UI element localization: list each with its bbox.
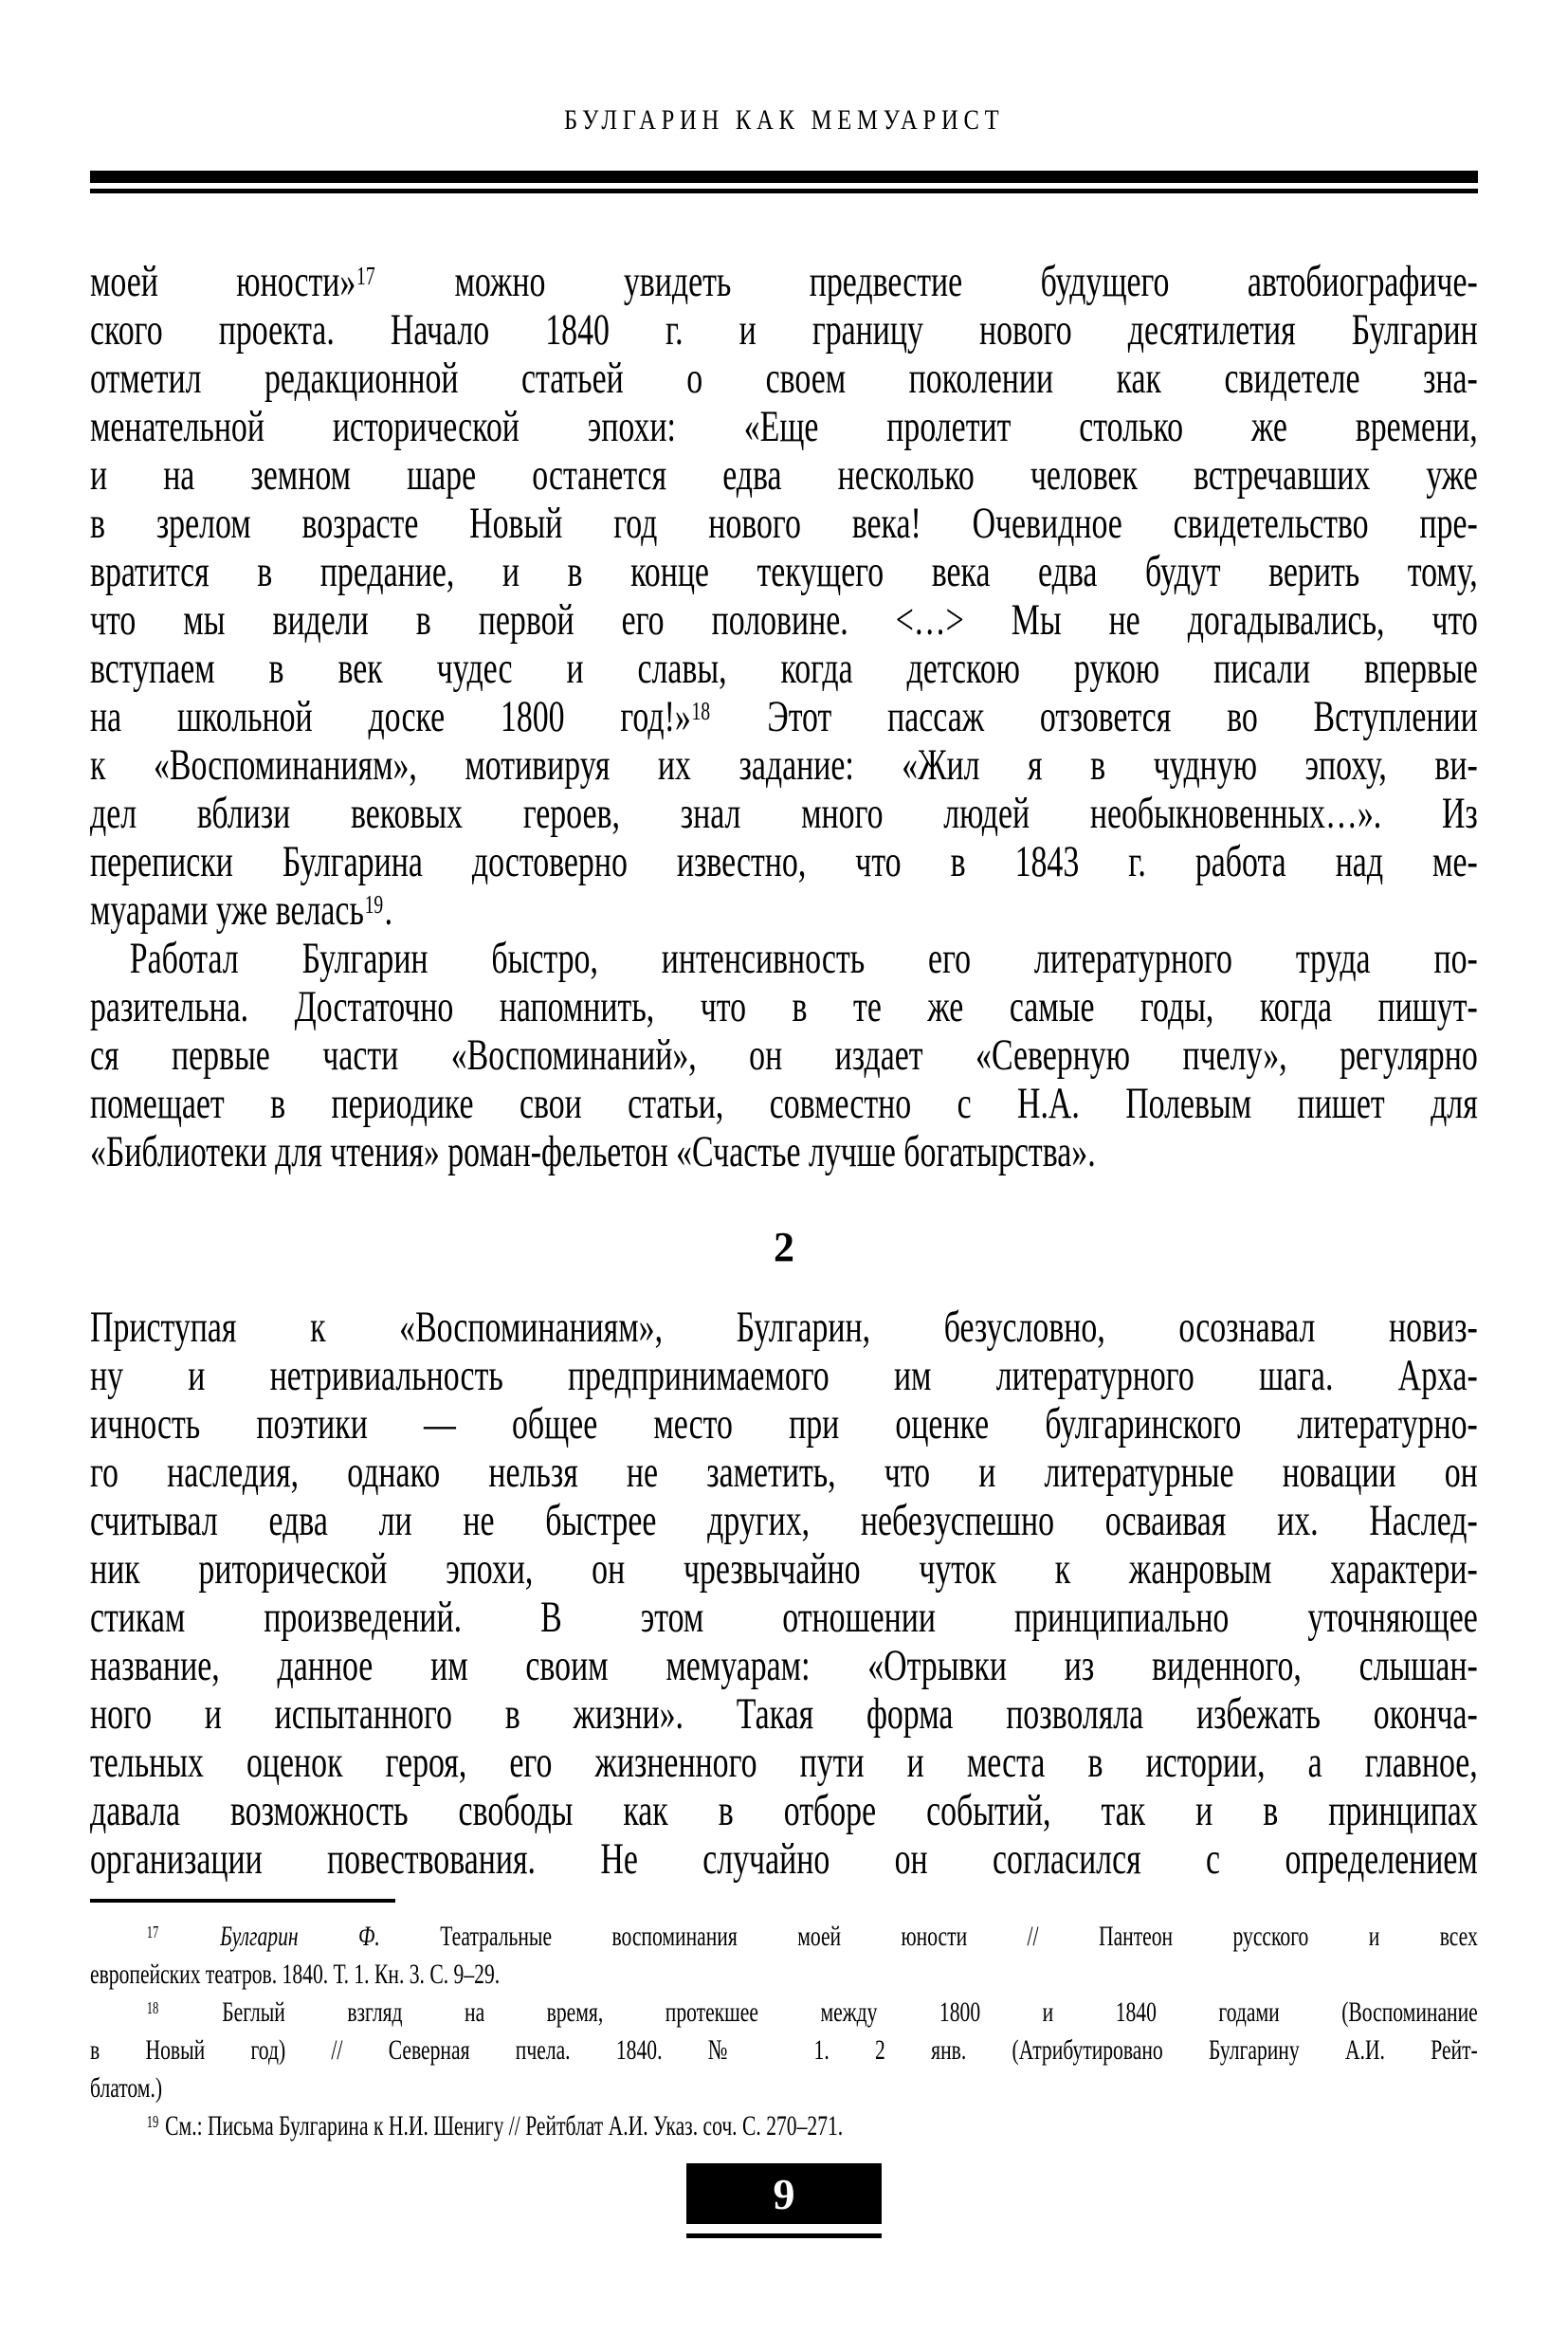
text-line: название, данное им своим мемуарам: «Отрывки из виденного, слышан- (90, 1641, 1478, 1690)
footnote-line: $^{17}$ Булгарин Ф. Театральные воспоминания моей юности // Пантеон русского и всех (146, 1921, 1478, 1952)
text-line: и на земном шаре останется едва несколько человек встречавших уже (90, 450, 1478, 500)
page-number-box (686, 2163, 882, 2224)
text-line: организации повествования. Не случайно он согласился с определением (90, 1834, 1478, 1884)
footnote-line: $^{19}$ См.: Письма Булгарина к Н.И. Шенигу // Рейтблат А.И. Указ. соч. С. 270–271. (146, 2110, 844, 2141)
footnote-17 (90, 1918, 1478, 1994)
page-footer (0, 2163, 1568, 2238)
running-header-title: БУЛГАРИН КАК МЕМУАРИСТ (563, 104, 1005, 136)
text-column (90, 0, 1478, 2145)
text-line: давала возможность свободы как в отборе событий, так и в принципах (90, 1786, 1478, 1835)
text-line: моей юности»$^{17}$ можно увидеть предвестие будущего автобиографиче- (90, 257, 1478, 306)
footnote-line: $^{18}$ Беглый взгляд на время, протекшее между 1800 и 1840 годами (Воспоминание (146, 1996, 1478, 2028)
text-line: переписки Булгарина достоверно известно, что в 1843 г. работа над ме- (90, 837, 1478, 886)
text-line: ного и испытанного в жизни». Такая форма позволяла избежать оконча- (90, 1689, 1478, 1739)
footnotes-block (90, 1918, 1478, 2145)
body-paragraph-1 (90, 258, 1478, 1176)
header-rule-thin (90, 189, 1478, 193)
footnote-19 (90, 2107, 1478, 2145)
text-line: стикам произведений. В этом отношении принципиально уточняющее (90, 1593, 1478, 1642)
text-line: ник риторической эпохи, он чрезвычайно чуток к жанровым характери- (90, 1544, 1478, 1594)
running-header (90, 106, 1478, 135)
text-line: муарами уже велась$^{19}$. (90, 885, 393, 935)
text-line: разительна. Достаточно напомнить, что в те же самые годы, когда пишут- (90, 982, 1478, 1031)
body-paragraph-2 (90, 1303, 1478, 1884)
text-line: ичность поэтики — общее место при оценке булгаринского литературно- (90, 1399, 1478, 1449)
text-line: что мы видели в первой его половине. <…> Мы не догадывались, что (90, 595, 1478, 645)
text-line: к «Воспоминаниям», мотивируя их задание: «Жил я в чудную эпоху, ви- (90, 740, 1478, 790)
header-rule-thick (90, 171, 1478, 183)
footnote-line: в Новый год) // Северная пчела. 1840. № 1. 2 янв. (Атрибутировано Булгарину А.И. Рейт- (90, 2034, 1478, 2066)
text-line: менательной исторической эпохи: «Еще пролетит столько же времени, (90, 402, 1478, 451)
text-line: «Библиотеки для чтения» роман-фельетон «Счастье лучше богатырства». (90, 1127, 1096, 1176)
text-line: Приступая к «Воспоминаниям», Булгарин, безусловно, осознавал новиз- (90, 1303, 1478, 1352)
footer-rule (686, 2233, 882, 2238)
text-line: тельных оценок героя, его жизненного пути и места в истории, а главное, (90, 1738, 1478, 1787)
page-number: 9 (773, 2169, 795, 2218)
text-line: считывал едва ли не быстрее других, небезуспешно осваивая их. Наслед- (90, 1496, 1478, 1545)
text-line: отметил редакционной статьей о своем поколении как свидетеле зна- (90, 354, 1478, 403)
text-line: помещает в периодике свои статьи, совместно с Н.А. Полевым пишет для (90, 1079, 1478, 1128)
section-heading: 2 (774, 1224, 794, 1270)
text-line: ну и нетривиальность предпринимаемого им литературного шага. Арха- (90, 1351, 1478, 1400)
footnote-18 (90, 1994, 1478, 2107)
text-line: на школьной доске 1800 год!»$^{18}$ Этот пассаж отзовется во Вступлении (90, 692, 1478, 741)
text-line: ского проекта. Начало 1840 г. и границу нового десятилетия Булгарин (90, 305, 1478, 355)
footnote-line: европейских театров. 1840. Т. 1. Кн. 3. С. 9–29. (90, 1959, 501, 1990)
text-line: дел вблизи вековых героев, знал много людей необыкновенных…». Из (90, 789, 1478, 838)
footnote-line: блатом.) (90, 2072, 163, 2104)
text-line: вратится в предание, и в конце текущего века едва будут верить тому, (90, 547, 1478, 596)
footnote-separator (90, 1899, 395, 1903)
text-line: вступаем в век чудес и славы, когда детскою рукою писали впервые (90, 644, 1478, 693)
text-line: в зрелом возрасте Новый год нового века! Очевидное свидетельство пре- (90, 499, 1478, 548)
text-line: го наследия, однако нельзя не заметить, что и литературные новации он (90, 1448, 1478, 1497)
text-line: Работал Булгарин быстро, интенсивность его литературного труда по- (129, 934, 1478, 983)
text-line: ся первые части «Воспоминаний», он издает «Северную пчелу», регулярно (90, 1030, 1478, 1080)
